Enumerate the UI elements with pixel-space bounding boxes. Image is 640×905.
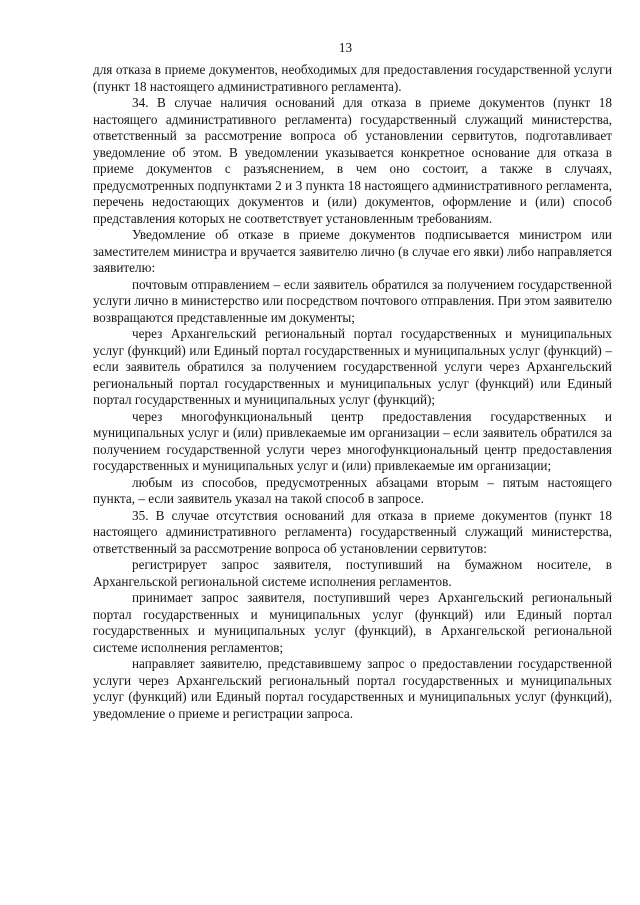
- paragraph-send-notice: направляет заявителю, представившему запрос о предоставлении государственной услуги через Архангельский региональный портал государственных и муниципальных услуг (функций) или Единый портал государственных и муниципальных услуг (функций), уведомление о приеме и регистрации запроса.: [93, 656, 612, 721]
- paragraph-mfc-delivery: через многофункциональный центр предоставления государственных и муниципальных услуг и (или) привлекаемые им организации – если заявитель обратился за получением государственной услуги через многофункциональный центр предоставления государственных и муниципальных услуг и (или) привлекаемые им организации;: [93, 408, 612, 473]
- paragraph-35: 35. В случае отсутствия оснований для отказа в приеме документов (пункт 18 настоящего административного регламента) государственный служащий министерства, ответственный за рассмотрение вопроса об установлении сервитутов:: [93, 507, 612, 556]
- paragraph-register-paper: регистрирует запрос заявителя, поступивший на бумажном носителе, в Архангельской региональной системе исполнения регламентов.: [93, 557, 612, 589]
- paragraph-accept-portal: принимает запрос заявителя, поступивший через Архангельский региональный портал государственных и муниципальных услуг (функций) или Единый портал государственных и муниципальных услуг (функций), в Архангельской региональной системе исполнения регламентов;: [93, 590, 612, 655]
- paragraph-continuation: для отказа в приеме документов, необходимых для предоставления государственной услуги (пункт 18 настоящего административного регламента).: [93, 62, 612, 94]
- paragraph-any-method: любым из способов, предусмотренных абзацами вторым – пятым настоящего пункта, – если заявитель указал на такой способ в запросе.: [93, 474, 612, 506]
- paragraph-notice-signing: Уведомление об отказе в приеме документов подписывается министром или заместителем министра и вручается заявителю лично (в случае его явки) либо направляется заявителю:: [93, 227, 612, 275]
- document-page: [93, 40, 612, 722]
- page-number: 13: [338, 40, 353, 55]
- paragraph-portal-delivery: через Архангельский региональный портал государственных и муниципальных услуг (функций) или Единый портал государственных и муниципальных услуг (функций) – если заявитель обратился за получением государственной услуги через Архангельский региональный портал государственных и муниципальных услуг (функций) или Единый портал государственных и муниципальных услуг (функций);: [93, 326, 612, 407]
- paragraph-postal-delivery: почтовым отправлением – если заявитель обратился за получением государственной услуги лично в министерство или посредством почтового отправления. При этом заявителю возвращаются представленные им документы;: [93, 276, 612, 325]
- paragraph-34: 34. В случае наличия оснований для отказа в приеме документов (пункт 18 настоящего административного регламента) государственный служащий министерства, ответственный за рассмотрение вопроса об установлении сервитутов, подготавливает уведомление об этом. В уведомлении указывается конкретное основание для отказа в приеме документов с разъяснением, в чем оно состоит, а также в случаях, предусмотренных подпунктами 2 и 3 пункта 18 настоящего административного регламента, перечень недостающих документов и (или) документов, оформление и (или) способ представления которых не соответствует установленным требованиям.: [93, 95, 612, 226]
